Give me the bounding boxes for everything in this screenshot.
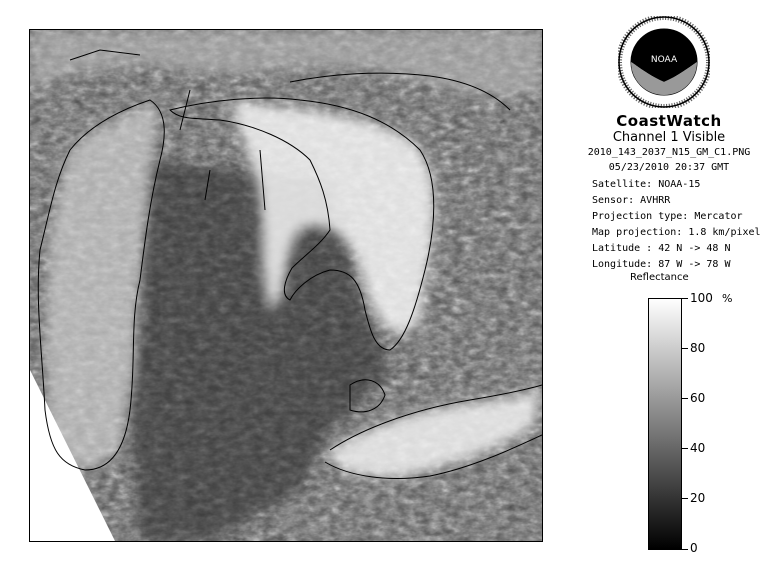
file-name: 2010_143_2037_N15_GM_C1.PNG — [587, 147, 751, 158]
noaa-logo — [618, 16, 710, 108]
colorbar-tick-label: 60 — [690, 391, 706, 405]
channel-label: Channel 1 Visible — [612, 130, 726, 145]
info-latitude: Latitude : 42 N -> 48 N — [592, 243, 731, 254]
colorbar-tick — [682, 398, 688, 399]
info-projection-type: Projection type: Mercator — [592, 211, 743, 222]
info-satellite: Satellite: NOAA-15 — [592, 179, 701, 190]
colorbar-tick — [682, 298, 688, 299]
colorbar-tick-label: 40 — [690, 441, 706, 455]
datetime: 05/23/2010 20:37 GMT — [608, 162, 730, 173]
colorbar-tick — [682, 348, 688, 349]
colorbar — [648, 298, 682, 550]
logo-text: NOAA — [650, 55, 678, 65]
colorbar-tick-label: 80 — [690, 341, 706, 355]
colorbar-tick — [682, 448, 688, 449]
colorbar-tick-label: 0 — [690, 541, 698, 555]
colorbar-unit: % — [722, 292, 733, 305]
colorbar-tick — [682, 549, 688, 550]
colorbar-tick-label: 20 — [690, 491, 706, 505]
brand-title: CoastWatch — [616, 112, 722, 130]
colorbar-tick — [682, 498, 688, 499]
legend-panel — [556, 0, 782, 572]
info-map-projection: Map projection: 1.8 km/pixel — [592, 227, 761, 238]
satellite-image-canvas — [30, 30, 542, 541]
info-longitude: Longitude: 87 W -> 78 W — [592, 259, 731, 270]
colorbar-tick-label: 100 — [690, 291, 713, 305]
satellite-image — [29, 29, 543, 542]
colorbar-label: Reflectance — [630, 272, 689, 283]
info-sensor: Sensor: AVHRR — [592, 195, 671, 206]
